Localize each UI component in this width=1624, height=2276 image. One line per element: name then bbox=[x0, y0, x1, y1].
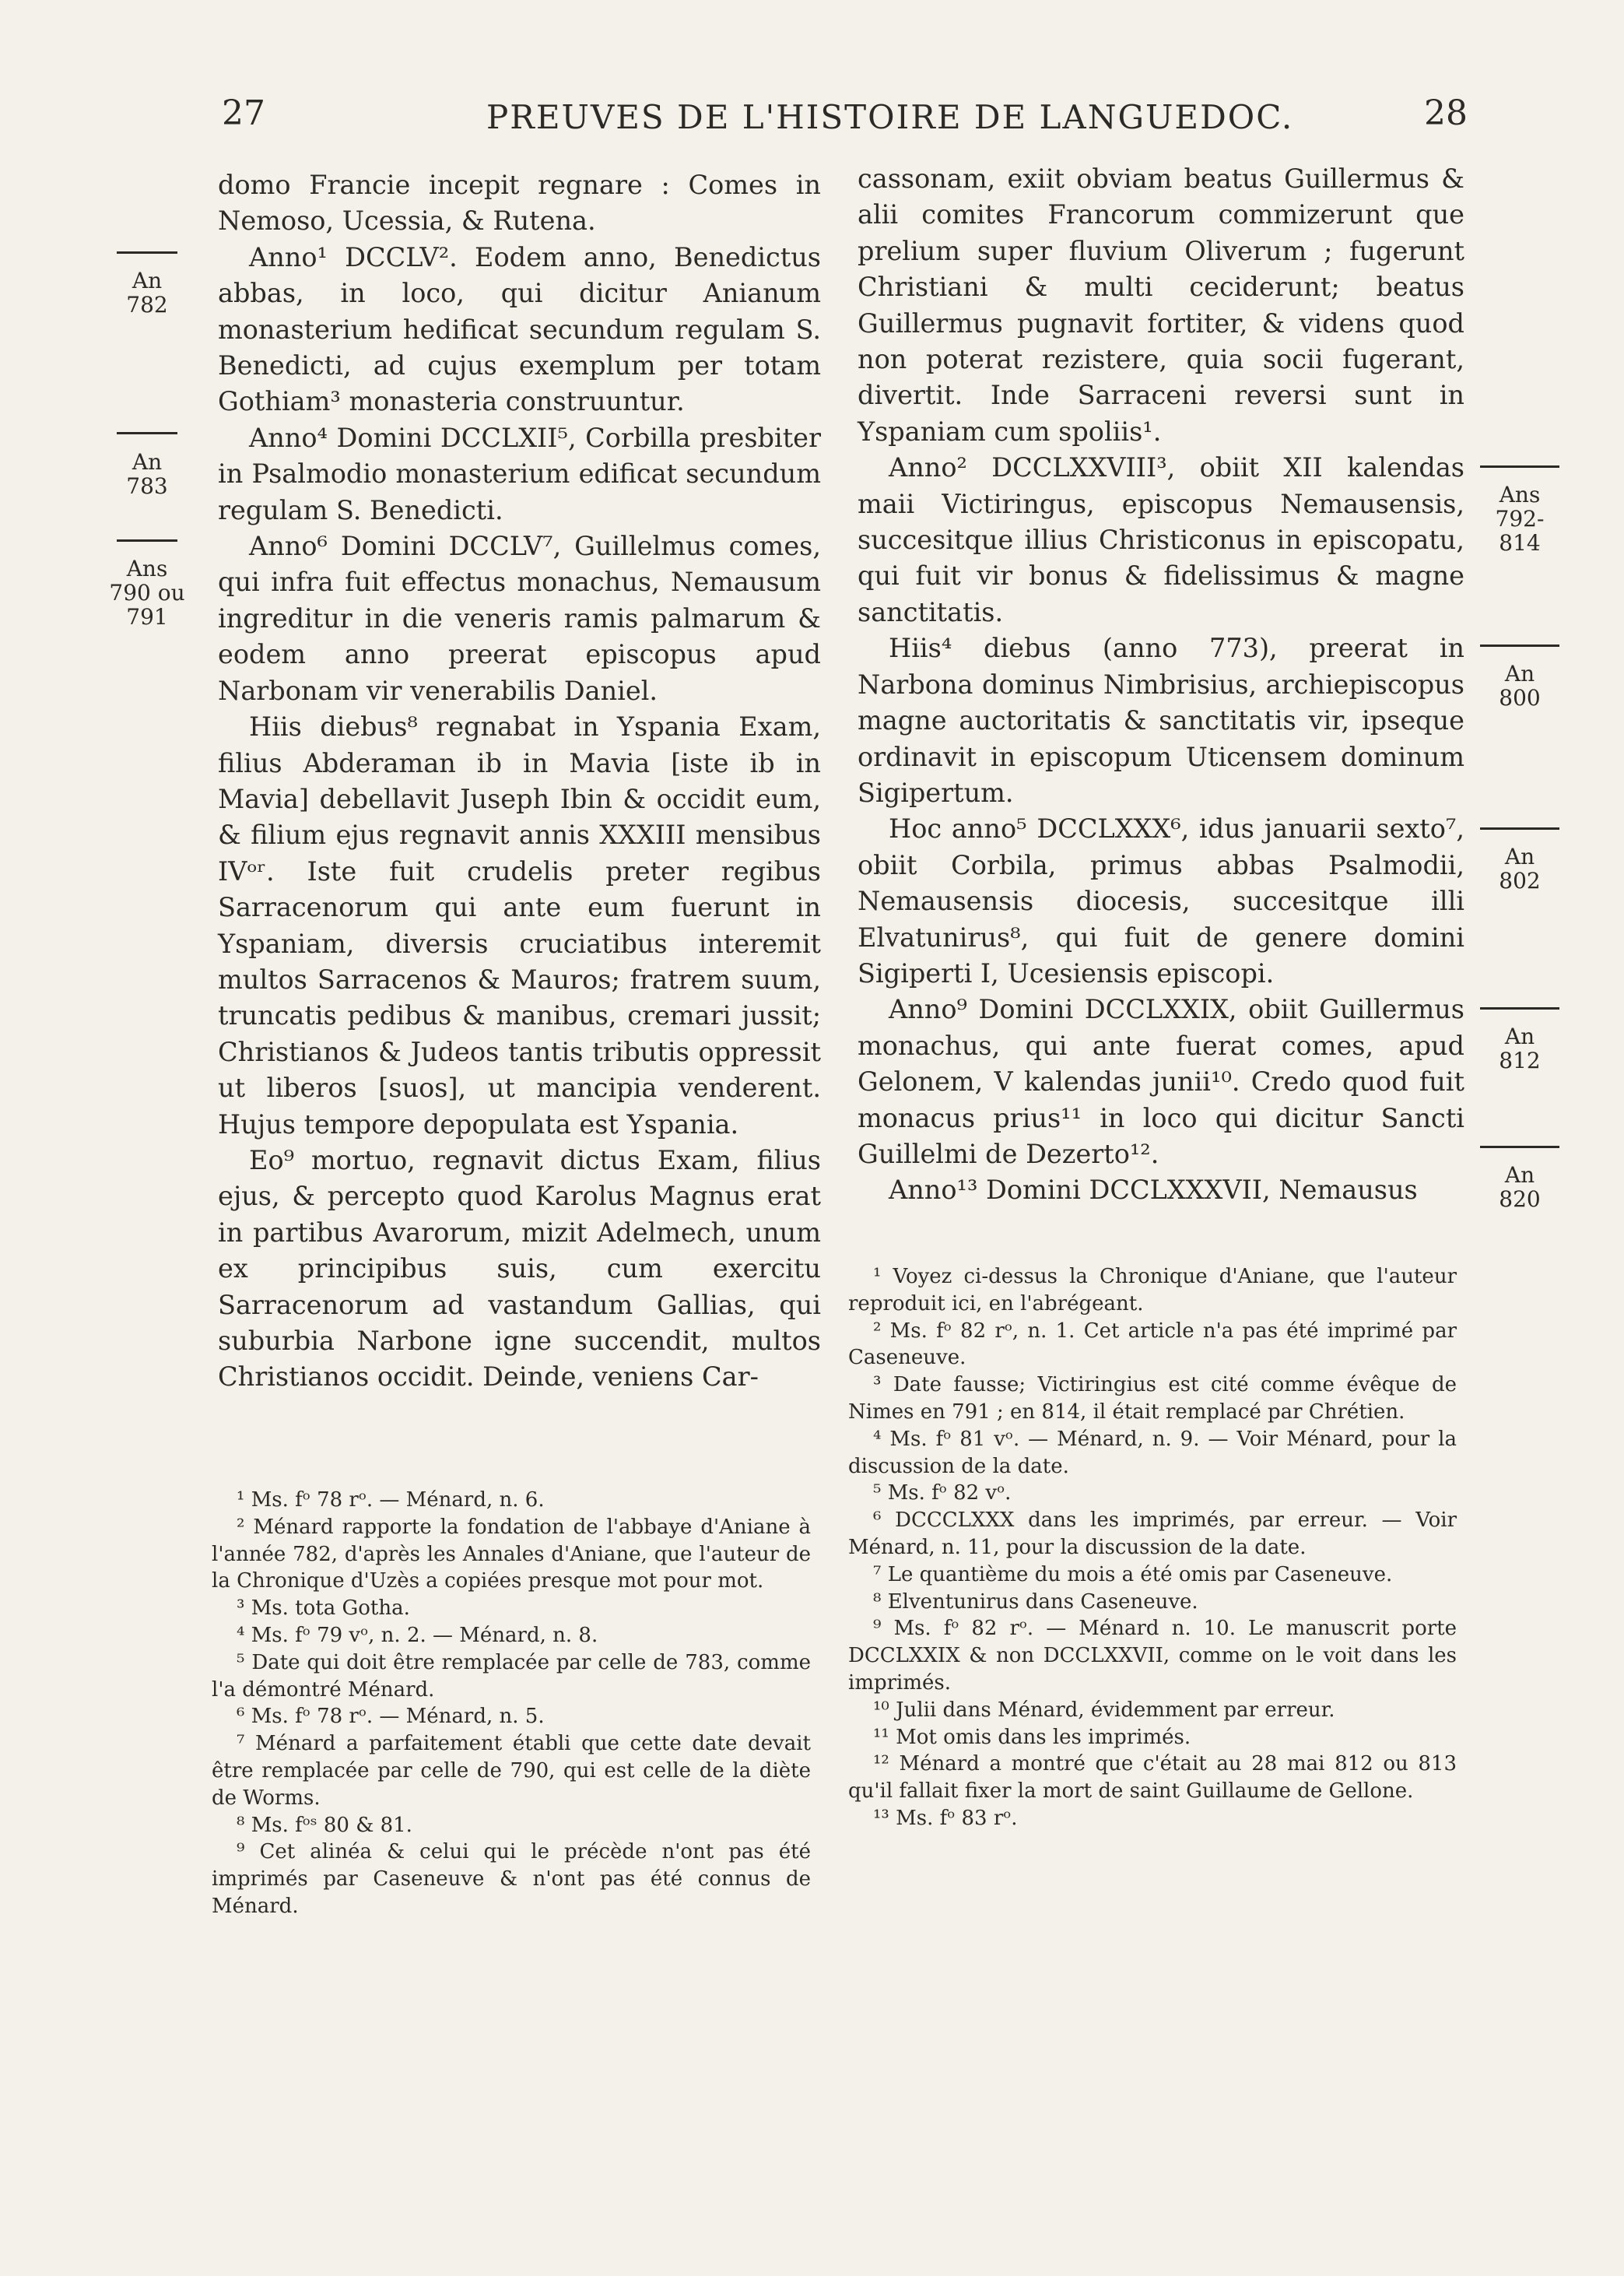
margin-rule bbox=[1480, 1007, 1559, 1010]
footnote: ⁷ Le quantième du mois a été omis par Caseneuve. bbox=[873, 1562, 1393, 1586]
footnote: ³ Ms. tota Gotha. bbox=[237, 1596, 410, 1621]
paragraph: Anno² DCCLXXVIII³, obiit XII kalendas maii Victiringus, episcopus Nemausensis, succesitque illius Christiconus in episcopatu, qui fuit vir bonus & fidelissimus & magne sanctitatis. bbox=[858, 452, 1464, 627]
page-number-left: 27 bbox=[222, 93, 265, 133]
footnote: ¹ Voyez ci-dessus la Chronique d'Aniane, que l'auteur reproduit ici, en l'abrégeant. bbox=[848, 1265, 1457, 1315]
footnote: ¹² Ménard a montré que c'était au 28 mai 812 ou 813 qu'il fallait fixer la mort de saint Guillaume de Gellone. bbox=[848, 1752, 1457, 1804]
margin-rule bbox=[117, 539, 177, 542]
running-title: PREUVES DE L'HISTOIRE DE LANGUEDOC. bbox=[486, 98, 1294, 136]
paragraph: Hoc anno⁵ DCCLXXX⁶, idus januarii sexto⁷, obiit Corbila, primus abbas Psalmodii, Nemausensis diocesis, succesitque illi Elvatunirus⁸, qui fuit de genere domini Sigiperti I, Ucesiensis episcopi. bbox=[858, 813, 1464, 989]
margin-date-782: An 782 bbox=[126, 268, 168, 318]
footnote: ⁴ Ms. fᵒ 81 vᵒ. — Ménard, n. 9. — Voir Ménard, pour la discussion de la date. bbox=[848, 1427, 1457, 1478]
margin-date-783: An 783 bbox=[126, 449, 168, 499]
margin-rule bbox=[1480, 1146, 1559, 1148]
footnote: ⁶ Ms. fᵒ 78 rᵒ. — Ménard, n. 5. bbox=[237, 1705, 545, 1729]
paragraph: Anno¹ DCCLV². Eodem anno, Benedictus abbas, in loco, qui dicitur Anianum monasterium hedificat secundum regulam S. Benedicti, ad cujus exemplum per totam Gothiam³ monasteria construuntur. bbox=[218, 241, 821, 417]
margin-date-802: An 802 bbox=[1499, 844, 1541, 894]
footnote: ⁷ Ménard a parfaitement établi que cette date devait être remplacée par celle de 790, qui est celle de la diète de Worms. bbox=[212, 1732, 811, 1810]
right-text-column bbox=[858, 161, 1464, 1209]
margin-date-790: Ans 790 ou 791 bbox=[109, 556, 185, 630]
margin-date-812: An 812 bbox=[1499, 1024, 1541, 1073]
margin-date-792-814: Ans 792-814 bbox=[1495, 482, 1545, 556]
margin-rule bbox=[1480, 465, 1559, 468]
page-header bbox=[0, 93, 1624, 148]
footnote: ² Ms. fᵒ 82 rᵒ, n. 1. Cet article n'a pas été imprimé par Caseneuve. bbox=[848, 1319, 1457, 1370]
footnote: ⁴ Ms. fᵒ 79 vᵒ, n. 2. — Ménard, n. 8. bbox=[237, 1623, 598, 1647]
paragraph: Anno⁶ Domini DCCLV⁷, Guillelmus comes, qui infra fuit effectus monachus, Nemausum ingreditur in die veneris ramis palmarum & eodem anno preerat episcopus apud Narbonam vir venerabilis Daniel. bbox=[218, 531, 821, 706]
paragraph: Anno⁴ Domini DCCLXII⁵, Corbilla presbiter in Psalmodio monasterium edificat secundum regulam S. Benedicti. bbox=[218, 422, 821, 525]
paragraph: Anno⁹ Domini DCCLXXIX, obiit Guillermus monachus, qui ante fuerat comes, apud Gelonem, V kalendas junii¹⁰. Credo quod fuit monacus prius¹¹ in loco qui dicitur Sancti Guillelmi de Dezerto¹². bbox=[858, 994, 1464, 1169]
footnote: ⁸ Ms. fᵒˢ 80 & 81. bbox=[237, 1813, 412, 1837]
paragraph: Eo⁹ mortuo, regnavit dictus Exam, filius ejus, & percepto quod Karolus Magnus erat in partibus Avarorum, mizit Adelmech, unum ex principibus suis, cum exercitu Sarracenorum ad vastandum Gallias, qui suburbia Narbone igne succendit, multos Christianos occidit. Deinde, veniens Car- bbox=[218, 1144, 821, 1393]
footnotes-right bbox=[848, 1263, 1457, 1832]
paragraph: domo Francie incepit regnare : Comes in Nemoso, Ucessia, & Rutena. bbox=[218, 170, 821, 237]
page-number-right: 28 bbox=[1424, 93, 1468, 133]
footnote: ⁵ Date qui doit être remplacée par celle de 783, comme l'a démontré Ménard. bbox=[212, 1650, 811, 1702]
paragraph: Hiis⁴ diebus (anno 773), preerat in Narbona dominus Nimbrisius, archiepiscopus magne auctoritatis & sanctitatis vir, ipseque ordinavit in episcopum Uticensem dominum Sigipertum. bbox=[858, 633, 1464, 808]
footnote: ⁸ Elventunirus dans Caseneuve. bbox=[873, 1589, 1198, 1614]
footnote: ¹ Ms. fᵒ 78 rᵒ. — Ménard, n. 6. bbox=[237, 1488, 545, 1512]
footnote: ⁹ Ms. fᵒ 82 rᵒ. — Ménard n. 10. Le manuscrit porte DCCLXXIX & non DCCLXXVII, comme on le voit dans les imprimés. bbox=[848, 1617, 1457, 1695]
footnote: ⁶ DCCCLXXX dans les imprimés, par erreur. — Voir Ménard, n. 11, pour la discussion de la date. bbox=[848, 1509, 1457, 1559]
footnote: ⁹ Cet alinéa & celui qui le précède n'ont pas été imprimés par Caseneuve & n'ont pas été connus de Ménard. bbox=[212, 1840, 811, 1918]
footnote: ¹³ Ms. fᵒ 83 rᵒ. bbox=[873, 1806, 1018, 1830]
footnote: ² Ménard rapporte la fondation de l'abbaye d'Aniane à l'année 782, d'après les Annales d'Aniane, que l'auteur de la Chronique d'Uzès a copiées presque mot pour mot. bbox=[212, 1515, 811, 1593]
footnote: ⁵ Ms. fᵒ 82 vᵒ. bbox=[873, 1481, 1012, 1505]
margin-rule bbox=[117, 432, 177, 434]
paragraph: Hiis diebus⁸ regnabat in Yspania Exam, filius Abderaman ib in Mavia [iste ib in Mavia] debellavit Juseph Ibin & occidit eum, & filium ejus regnavit annis XXXIII mensibus IVᵒʳ. Iste fuit crudelis preter regibus Sarracenorum qui ante eum fuerunt in Yspaniam, diversis cruciatibus interemit multos Sarracenos & Mauros; fratrem suum, truncatis pedibus & manibus, cremari jussit; Christianos & Judeos tantis tributis oppressit ut liberos [suos], ut mancipia venderent. Hujus tempore depopulata est Yspania. bbox=[218, 711, 821, 1140]
margin-date-820: An 820 bbox=[1499, 1162, 1541, 1212]
paragraph: Anno¹³ Domini DCCLXXXVII, Nemausus bbox=[889, 1175, 1418, 1206]
footnotes-left bbox=[212, 1487, 811, 1920]
margin-date-800: An 800 bbox=[1499, 661, 1541, 711]
footnote: ¹⁰ Julii dans Ménard, évidemment par erreur. bbox=[873, 1698, 1335, 1722]
footnote: ¹¹ Mot omis dans les imprimés. bbox=[873, 1725, 1191, 1749]
margin-rule bbox=[1480, 827, 1559, 830]
left-text-column bbox=[218, 167, 821, 1396]
margin-rule bbox=[1480, 645, 1559, 647]
paragraph: cassonam, exiit obviam beatus Guillermus & alii comites Francorum commizerunt que prelium super fluvium Oliverum ; fugerunt Christiani & multi ceciderunt; beatus Guillermus pugnavit fortiter, & videns quod non poterat rezistere, quia socii fugerant, divertit. Inde Sarraceni reversi sunt in Yspaniam cum spoliis¹. bbox=[858, 163, 1464, 447]
footnote: ³ Date fausse; Victiringius est cité comme évêque de Nimes en 791 ; en 814, il était remplacé par Chrétien. bbox=[848, 1373, 1457, 1424]
margin-rule bbox=[117, 251, 177, 254]
